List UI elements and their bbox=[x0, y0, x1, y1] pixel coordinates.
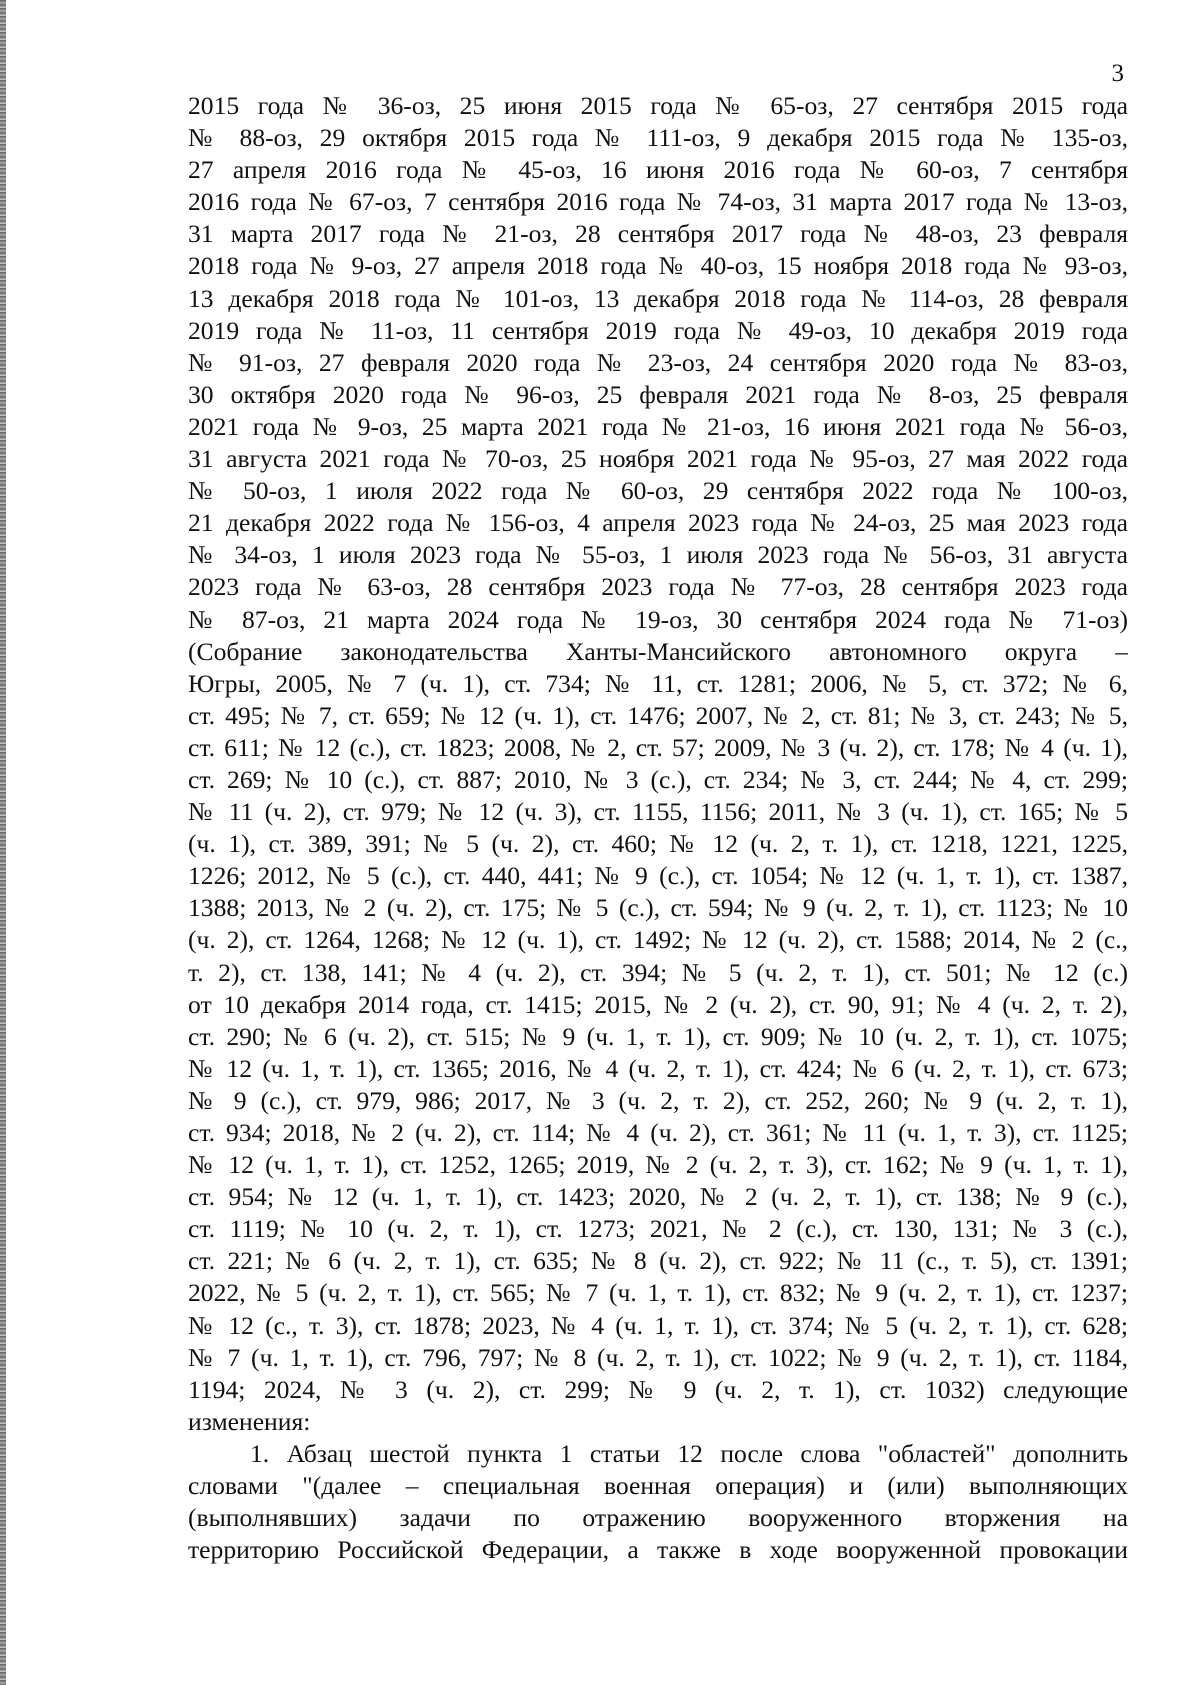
text-line: 1388; 2013, № 2 (ч. 2), ст. 175; № 5 (с.), ст. 594; № 9 (ч. 2, т. 1), ст. 1123; № 10 bbox=[188, 893, 1128, 923]
text-line: ст. 954; № 12 (ч. 1, т. 1), ст. 1423; 2020, № 2 (ч. 2, т. 1), ст. 138; № 9 (с.), bbox=[188, 1182, 1128, 1212]
text-line: 2022, № 5 (ч. 2, т. 1), ст. 565; № 7 (ч. 1, т. 1), ст. 832; № 9 (ч. 2, т. 1), ст. 1237; bbox=[188, 1278, 1128, 1308]
text-line: № 88-оз, 29 октября 2015 года № 111-оз, 9 декабря 2015 года № 135-оз, bbox=[188, 123, 1128, 153]
document-page bbox=[188, 58, 1128, 1566]
text-line: ст. 934; 2018, № 2 (ч. 2), ст. 114; № 4 (ч. 2), ст. 361; № 11 (ч. 1, т. 3), ст. 1125; bbox=[188, 1118, 1128, 1147]
text-line: 13 декабря 2018 года № 101-оз, 13 декабря 2018 года № 114-оз, 28 февраля bbox=[188, 283, 1128, 313]
text-line: № 12 (ч. 1, т. 1), ст. 1252, 1265; 2019, № 2 (ч. 2, т. 3), ст. 162; № 9 (ч. 1, т. 1), bbox=[188, 1150, 1128, 1180]
text-line: изменения: bbox=[188, 1406, 311, 1436]
text-line: ст. 495; № 7, ст. 659; № 12 (ч. 1), ст. 1476; 2007, № 2, ст. 81; № 3, ст. 243; № 5, bbox=[188, 700, 1128, 730]
text-line: № 50-оз, 1 июля 2022 года № 60-оз, 29 сентября 2022 года № 100-оз, bbox=[188, 476, 1128, 506]
text-line: 2016 года № 67-оз, 7 сентября 2016 года № 74-оз, 31 марта 2017 года № 13-оз, bbox=[188, 187, 1128, 217]
text-line: № 12 (с., т. 3), ст. 1878; 2023, № 4 (ч. 1, т. 1), ст. 374; № 5 (ч. 2, т. 1), ст. 628; bbox=[188, 1310, 1128, 1340]
text-line: 30 октября 2020 года № 96-оз, 25 февраля 2021 года № 8-оз, 25 февраля bbox=[188, 379, 1128, 409]
page-number: 3 bbox=[1111, 60, 1124, 87]
text-line: № 34-оз, 1 июля 2023 года № 55-оз, 1 июля 2023 года № 56-оз, 31 августа bbox=[188, 540, 1128, 570]
text-line: территорию Российской Федерации, а также в ходе вооруженной провокации bbox=[188, 1535, 1128, 1565]
text-line: словами "(далее – специальная военная операция) и (или) выполняющих bbox=[188, 1471, 1128, 1501]
text-line: (ч. 2), ст. 1264, 1268; № 12 (ч. 1), ст. 1492; № 12 (ч. 2), ст. 1588; 2014, № 2 (с., bbox=[188, 925, 1128, 955]
text-line: ст. 221; № 6 (ч. 2, т. 1), ст. 635; № 8 (ч. 2), ст. 922; № 11 (с., т. 5), ст. 1391; bbox=[188, 1246, 1128, 1276]
text-line: 2015 года № 36-оз, 25 июня 2015 года № 65-оз, 27 сентября 2015 года bbox=[188, 91, 1128, 120]
text-line: 1194; 2024, № 3 (ч. 2), ст. 299; № 9 (ч. 2, т. 1), ст. 1032) следующие bbox=[188, 1374, 1128, 1404]
text-line: ст. 611; № 12 (с.), ст. 1823; 2008, № 2, ст. 57; 2009, № 3 (ч. 2), ст. 178; № 4 (ч. 1), bbox=[188, 732, 1128, 762]
text-line: № 9 (с.), ст. 979, 986; 2017, № 3 (ч. 2, т. 2), ст. 252, 260; № 9 (ч. 2, т. 1), bbox=[188, 1085, 1128, 1115]
body-text bbox=[188, 90, 1128, 1566]
text-line: (выполнявших) задачи по отражению вооруженного вторжения на bbox=[188, 1503, 1128, 1533]
text-line: № 7 (ч. 1, т. 1), ст. 796, 797; № 8 (ч. 2, т. 1), ст. 1022; № 9 (ч. 2, т. 1), ст. 1184, bbox=[188, 1342, 1128, 1372]
text-line: ст. 1119; № 10 (ч. 2, т. 1), ст. 1273; 2021, № 2 (с.), ст. 130, 131; № 3 (с.), bbox=[188, 1214, 1128, 1244]
text-line: 2021 года № 9-оз, 25 марта 2021 года № 21-оз, 16 июня 2021 года № 56-оз, bbox=[188, 411, 1128, 441]
text-line: 27 апреля 2016 года № 45-оз, 16 июня 2016 года № 60-оз, 7 сентября bbox=[188, 155, 1128, 185]
text-line: № 87-оз, 21 марта 2024 года № 19-оз, 30 сентября 2024 года № 71-оз) bbox=[188, 604, 1128, 634]
text-line: № 91-оз, 27 февраля 2020 года № 23-оз, 24 сентября 2020 года № 83-оз, bbox=[188, 347, 1128, 377]
text-line: ст. 269; № 10 (с.), ст. 887; 2010, № 3 (с.), ст. 234; № 3, ст. 244; № 4, ст. 299; bbox=[188, 764, 1128, 794]
text-line: 21 декабря 2022 года № 156-оз, 4 апреля 2023 года № 24-оз, 25 мая 2023 года bbox=[188, 508, 1128, 538]
text-line: ст. 290; № 6 (ч. 2), ст. 515; № 9 (ч. 1, т. 1), ст. 909; № 10 (ч. 2, т. 1), ст. 1075; bbox=[188, 1021, 1128, 1051]
text-line: 2019 года № 11-оз, 11 сентября 2019 года № 49-оз, 10 декабря 2019 года bbox=[188, 315, 1128, 345]
scan-edge bbox=[0, 0, 6, 1685]
text-line: Югры, 2005, № 7 (ч. 1), ст. 734; № 11, ст. 1281; 2006, № 5, ст. 372; № 6, bbox=[188, 668, 1128, 698]
text-line: т. 2), ст. 138, 141; № 4 (ч. 2), ст. 394; № 5 (ч. 2, т. 1), ст. 501; № 12 (с.) bbox=[188, 957, 1128, 987]
text-line: (Собрание законодательства Ханты-Мансийского автономного округа – bbox=[188, 636, 1128, 666]
text-line: 2023 года № 63-оз, 28 сентября 2023 года № 77-оз, 28 сентября 2023 года bbox=[188, 572, 1128, 602]
text-line: 31 марта 2017 года № 21-оз, 28 сентября 2017 года № 48-оз, 23 февраля bbox=[188, 219, 1128, 249]
text-line: (ч. 1), ст. 389, 391; № 5 (ч. 2), ст. 460; № 12 (ч. 2, т. 1), ст. 1218, 1221, 1225, bbox=[188, 829, 1128, 859]
text-line: 31 августа 2021 года № 70-оз, 25 ноября 2021 года № 95-оз, 27 мая 2022 года bbox=[188, 444, 1128, 474]
text-line: 1. Абзац шестой пункта 1 статьи 12 после слова "областей" дополнить bbox=[250, 1438, 1128, 1468]
text-line: 2018 года № 9-оз, 27 апреля 2018 года № 40-оз, 15 ноября 2018 года № 93-оз, bbox=[188, 251, 1128, 281]
text-line: от 10 декабря 2014 года, ст. 1415; 2015, № 2 (ч. 2), ст. 90, 91; № 4 (ч. 2, т. 2), bbox=[188, 989, 1128, 1019]
text-line: 1226; 2012, № 5 (с.), ст. 440, 441; № 9 (с.), ст. 1054; № 12 (ч. 1, т. 1), ст. 1387, bbox=[188, 861, 1128, 891]
text-line: № 11 (ч. 2), ст. 979; № 12 (ч. 3), ст. 1155, 1156; 2011, № 3 (ч. 1), ст. 165; № 5 bbox=[188, 797, 1128, 827]
text-line: № 12 (ч. 1, т. 1), ст. 1365; 2016, № 4 (ч. 2, т. 1), ст. 424; № 6 (ч. 2, т. 1), ст. 673; bbox=[188, 1053, 1128, 1083]
